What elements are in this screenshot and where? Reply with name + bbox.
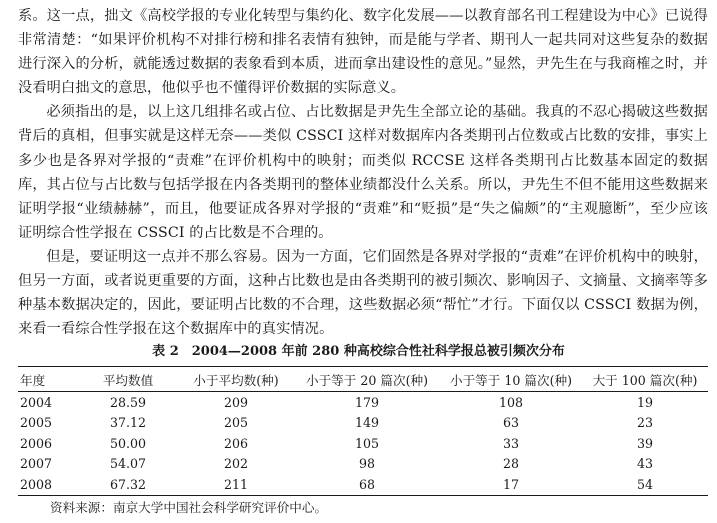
cell-below-average: 202 — [223, 456, 249, 472]
cell-le-10: 33 — [502, 435, 520, 451]
table-row — [18, 413, 708, 434]
table-row — [18, 454, 708, 475]
table-title: 表 2 2004—2008 年前 280 种高校综合性社科学报总被引频次分布 — [152, 344, 565, 359]
cell-le-10: 28 — [502, 456, 520, 472]
table-header-row — [18, 367, 708, 392]
cell-below-average: 205 — [223, 415, 249, 431]
cell-average: 67.32 — [78, 474, 178, 495]
cell-below-average: 211 — [178, 474, 294, 495]
cell-below-average: 209 — [223, 394, 249, 410]
cell-year: 2007 — [20, 456, 53, 472]
cell-average: 28.59 — [109, 394, 147, 410]
cell-year: 2004 — [20, 394, 53, 410]
cell-year: 2005 — [20, 415, 53, 431]
table-row — [18, 392, 708, 413]
header-le-10: 小于等于 10 篇次(种) — [440, 367, 582, 392]
header-average: 平均数值 — [78, 367, 178, 392]
cell-le-10: 17 — [440, 474, 582, 495]
cell-year: 2008 — [18, 474, 78, 495]
cell-le-20: 149 — [354, 415, 380, 431]
table-row — [18, 433, 708, 454]
cell-le-20: 98 — [358, 456, 376, 472]
header-year: 年度 — [18, 367, 78, 392]
cell-average: 54.07 — [109, 456, 147, 472]
paragraph-1: 系。这一点，拙文《高校学报的专业化转型与集约化、数字化发展——以教育部名刊工程建设为中心》已说得非常清楚：“如果评价机构不对排行榜和排名表情有独钟，而是能与学者、期刊人一起共同对这些复杂的数据进行深入的分析，就能透过数据的表象看到本质，进而拿出建设性的意见。”显然，尹先生在与我商榷之时，并没看明白拙文的意思，他似乎也不懂得评价数据的实际意义。 — [18, 8, 708, 97]
cell-le-10: 108 — [498, 394, 524, 410]
header-gt-100: 大于 100 篇次(种) — [582, 367, 708, 392]
source-note: 资料来源：南京大学中国社会科学研究评价中心。 — [50, 500, 328, 515]
paragraph-3: 但是，要证明这一点并不那么容易。因为一方面，它们固然是各界对学报的“责难”在评价机构中的映射，但另一方面，或者说更重要的方面，这种占比数也是由各类期刊的被引频次、影响因子、文摘量、文摘率等多种基本数据决定的，因此，要证明占比数的不合理，这些数据必须“帮忙”才行。下面仅以 CSSCI 数据为例，来看一看综合性学报在这个数据库中的真实情况。 — [18, 248, 708, 338]
table-row — [18, 474, 708, 495]
cell-le-10: 63 — [502, 415, 520, 431]
cell-average: 50.00 — [109, 435, 147, 451]
article-body — [18, 4, 708, 341]
header-below-average: 小于平均数(种) — [178, 367, 294, 392]
cell-le-20: 105 — [354, 435, 380, 451]
cell-gt-100: 54 — [582, 474, 708, 495]
cell-gt-100: 23 — [636, 415, 654, 431]
cell-gt-100: 39 — [636, 435, 654, 451]
cell-le-20: 179 — [354, 394, 380, 410]
cell-below-average: 206 — [223, 435, 249, 451]
citation-frequency-table — [18, 366, 708, 496]
cell-gt-100: 19 — [636, 394, 654, 410]
header-le-20: 小于等于 20 篇次(种) — [294, 367, 440, 392]
cell-average: 37.12 — [109, 415, 147, 431]
cell-year: 2006 — [20, 435, 53, 451]
cell-le-20: 68 — [294, 474, 440, 495]
cell-gt-100: 43 — [636, 456, 654, 472]
paragraph-2: 必须指出的是，以上这几组排名或占位、占比数据是尹先生全部立论的基础。我真的不忍心揭破这些数据背后的真相，但事实就是这样无奈——类似 CSSCI 这样对数据库内各类期刊占位数或占比数的安排，事实上多少也是各界对学报的“责难”在评价机构中的映射；而类似 RCCSE 这样各类期刊占比数基本固定的数据库，其占位与占比数与包括学报在内各类期刊的整体业绩都没什么关系。所以，尹先生不但不能用这些数据来证明学报“业绩赫赫”，而且，他要证成各界对学报的“责难”和“贬损”是“失之偏颇”的“主观臆断”，至少应该证明综合性学报在 CSSCI 的占比数是不合理的。 — [18, 104, 708, 241]
